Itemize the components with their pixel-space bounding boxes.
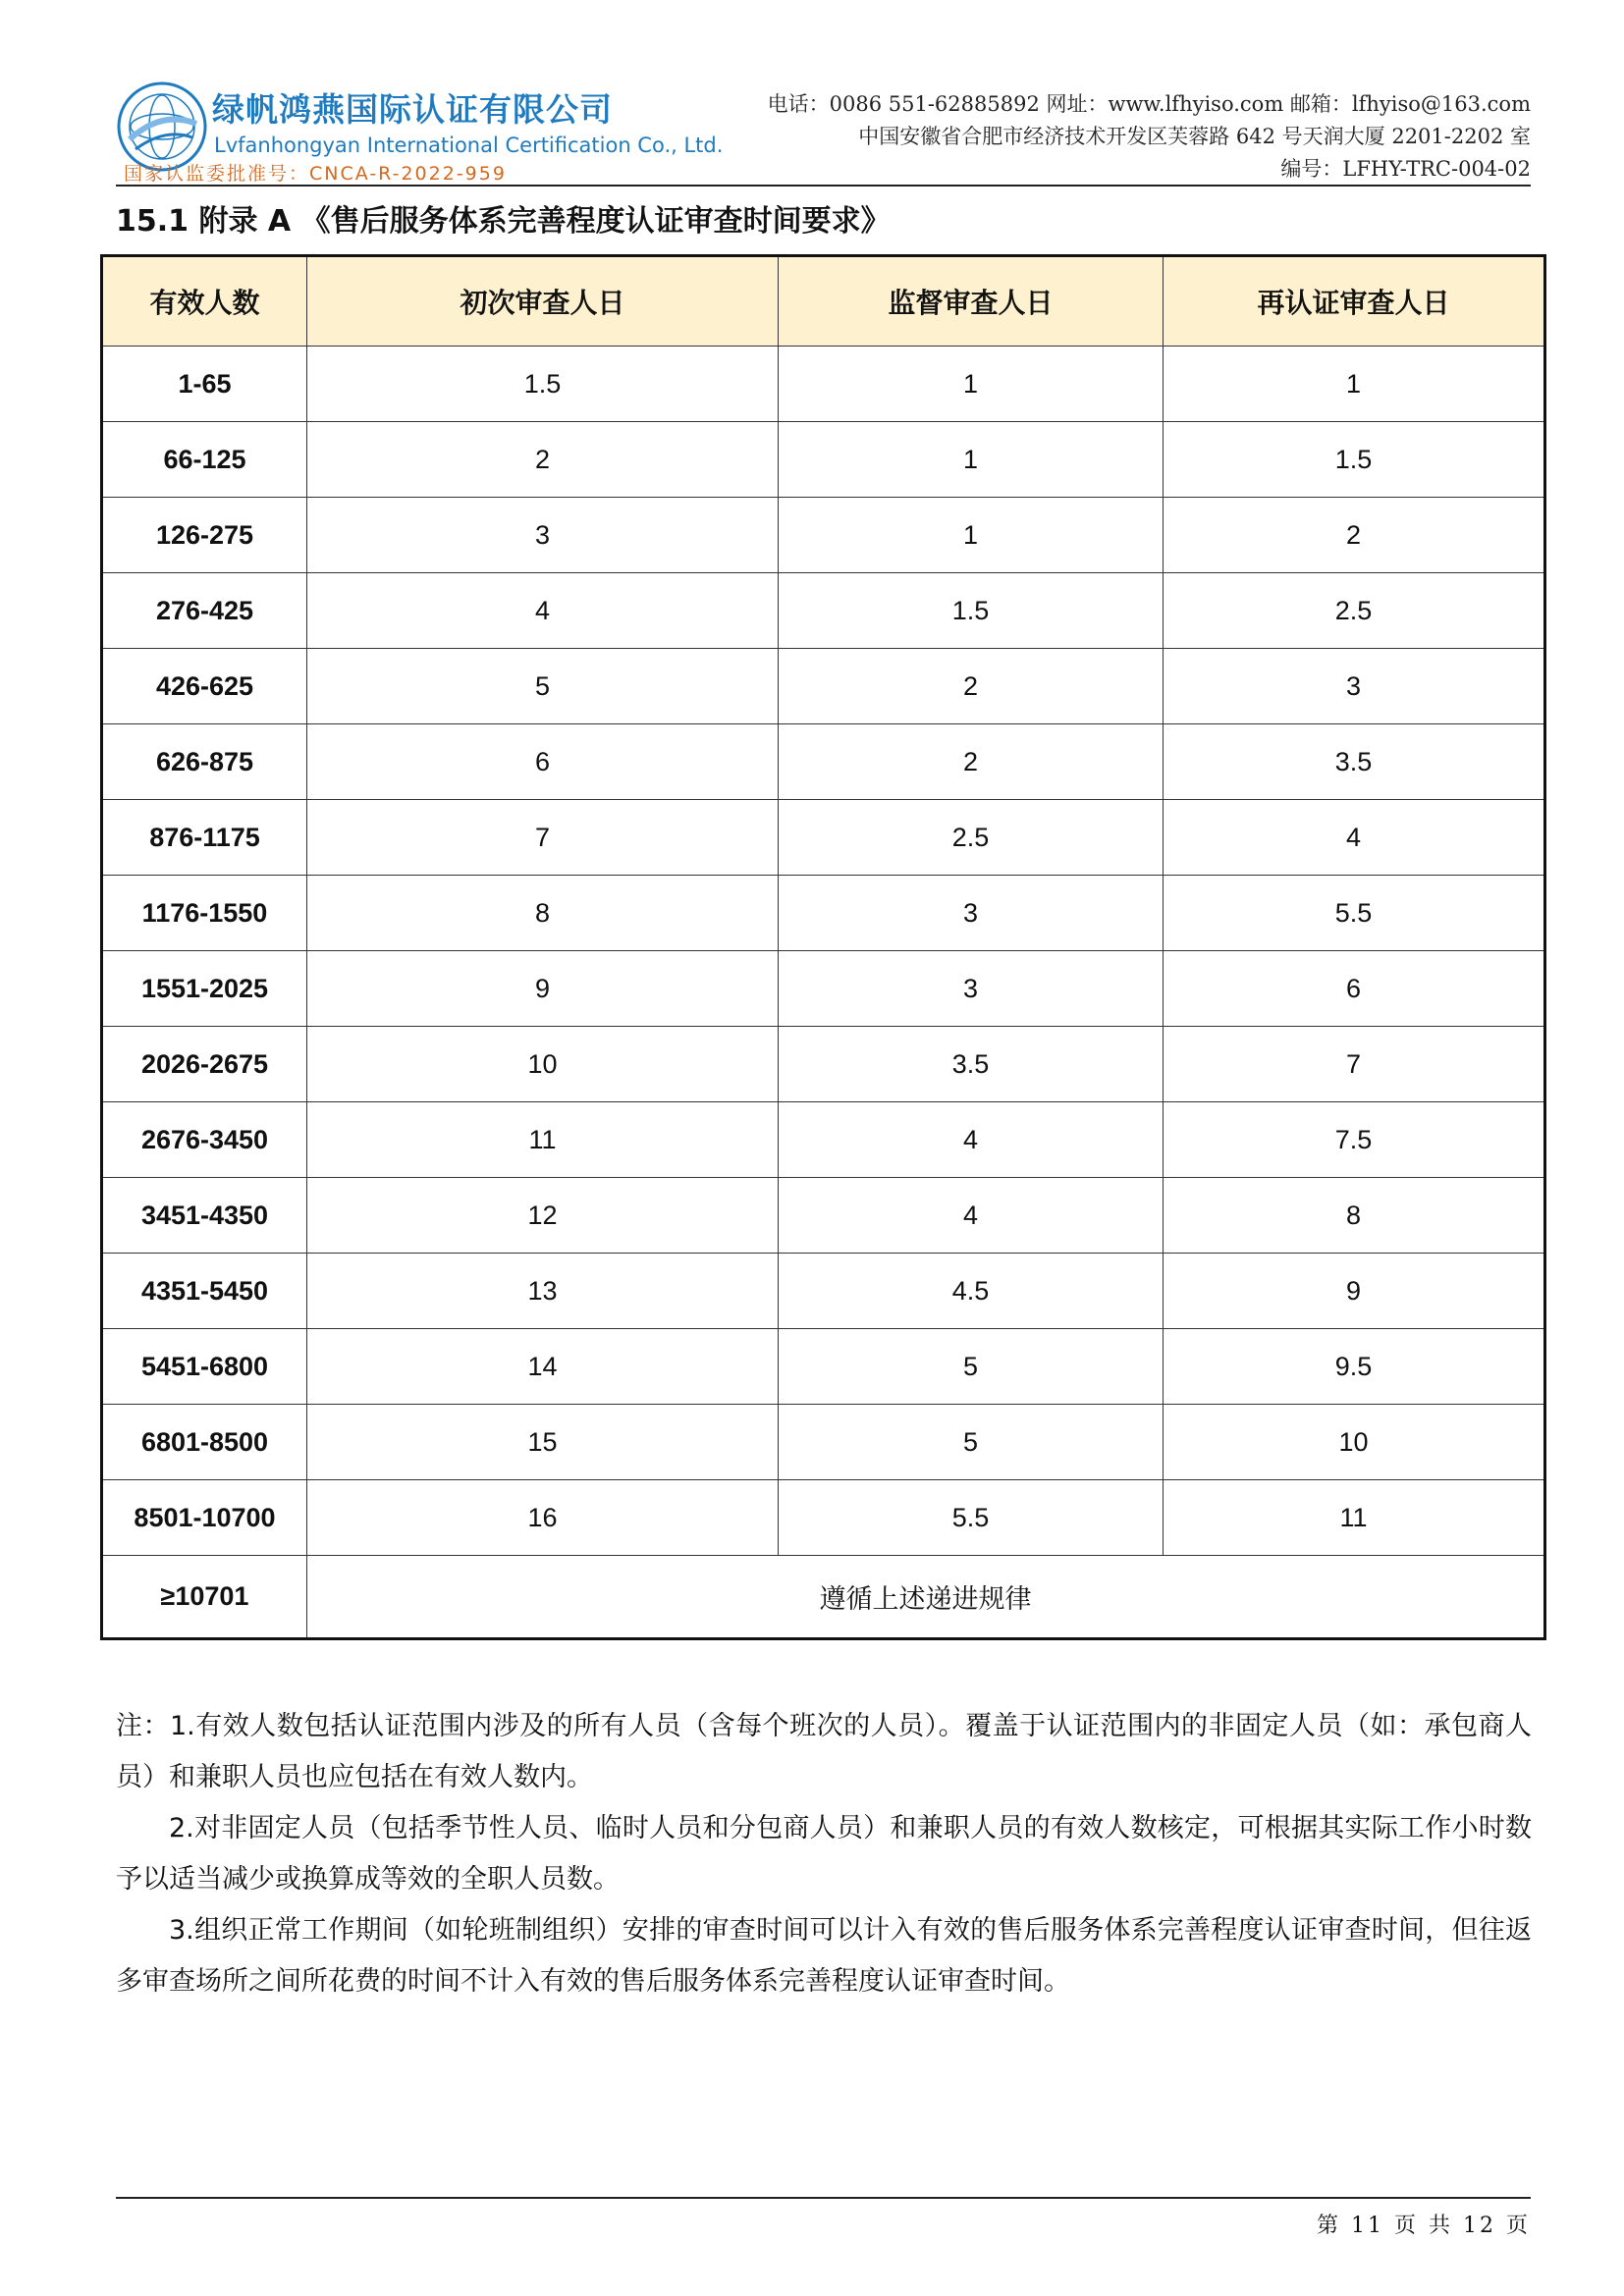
surveillance-audit-days-cell: 2: [779, 649, 1164, 724]
initial-audit-days-cell: 15: [307, 1405, 779, 1480]
initial-audit-days-cell: 16: [307, 1480, 779, 1556]
recertification-audit-days-cell: 4: [1164, 800, 1545, 876]
company-name-cn: 绿帆鸿燕国际认证有限公司: [212, 90, 613, 129]
surveillance-audit-days-cell: 3: [779, 876, 1164, 951]
column-header: 初次审查人日: [307, 256, 779, 347]
table-row: [102, 1329, 1545, 1405]
table-row: [102, 724, 1545, 800]
note-3: 3.组织正常工作期间（如轮班制组织）安排的审查时间可以计入有效的售后服务体系完善程度认证审查时间，但往返多审查场所之间所花费的时间不计入有效的售后服务体系完善程度认证审查时间。: [116, 1915, 1532, 1997]
recertification-audit-days-cell: 3.5: [1164, 724, 1545, 800]
recertification-audit-days-cell: 1.5: [1164, 422, 1545, 498]
recertification-audit-days-cell: 5.5: [1164, 876, 1545, 951]
headcount-range-cell: 3451-4350: [102, 1178, 307, 1254]
headcount-range-cell: 8501-10700: [102, 1480, 307, 1556]
surveillance-audit-days-cell: 4.5: [779, 1254, 1164, 1329]
audit-time-table: [100, 254, 1546, 1640]
initial-audit-days-cell: 11: [307, 1102, 779, 1178]
headcount-range-cell: 1-65: [102, 347, 307, 422]
table-row: [102, 573, 1545, 649]
headcount-range-cell: 876-1175: [102, 800, 307, 876]
recertification-audit-days-cell: 8: [1164, 1178, 1545, 1254]
headcount-range-cell: 426-625: [102, 649, 307, 724]
page-header: [116, 71, 1531, 187]
initial-audit-days-cell: 10: [307, 1027, 779, 1102]
table-row: [102, 1254, 1545, 1329]
column-header: 再认证审查人日: [1164, 256, 1545, 347]
recertification-audit-days-cell: 10: [1164, 1405, 1545, 1480]
table-row: [102, 1178, 1545, 1254]
page-footer: [116, 2197, 1531, 2238]
note-1: 注：1.有效人数包括认证范围内涉及的所有人员（含每个班次的人员）。覆盖于认证范围内的非固定人员（如：承包商人员）和兼职人员也应包括在有效人数内。: [116, 1711, 1532, 1792]
note-2: 2.对非固定人员（包括季节性人员、临时人员和分包商人员）和兼职人员的有效人数核定，可根据其实际工作小时数予以适当减少或换算成等效的全职人员数。: [116, 1813, 1532, 1895]
headcount-range-cell: 4351-5450: [102, 1254, 307, 1329]
recertification-audit-days-cell: 6: [1164, 951, 1545, 1027]
headcount-range-cell: 126-275: [102, 498, 307, 573]
headcount-range-cell: 6801-8500: [102, 1405, 307, 1480]
column-header: 监督审查人日: [779, 256, 1164, 347]
address-line: 中国安徽省合肥市经济技术开发区芙蓉路 642 号天润大厦 2201-2202 室: [858, 125, 1531, 148]
surveillance-audit-days-cell: 5: [779, 1405, 1164, 1480]
contact-line: 电话：0086 551-62885892 网址：www.lfhyiso.com 邮箱：lfhyiso@163.com: [767, 92, 1531, 116]
table-header-row: [102, 256, 1545, 347]
document-number: 编号：LFHY-TRC-004-02: [1280, 157, 1531, 181]
table-row: [102, 1027, 1545, 1102]
table-row: [102, 876, 1545, 951]
recertification-audit-days-cell: 3: [1164, 649, 1545, 724]
headcount-range-cell: 2676-3450: [102, 1102, 307, 1178]
company-name-en: Lvfanhongyan International Certification Co., Ltd.: [214, 133, 724, 157]
surveillance-audit-days-cell: 2.5: [779, 800, 1164, 876]
recertification-audit-days-cell: 2.5: [1164, 573, 1545, 649]
initial-audit-days-cell: 13: [307, 1254, 779, 1329]
headcount-range-cell: 276-425: [102, 573, 307, 649]
initial-audit-days-cell: 12: [307, 1178, 779, 1254]
page-number: 第 11 页 共 12 页: [1317, 2214, 1531, 2238]
headcount-range-cell: 5451-6800: [102, 1329, 307, 1405]
initial-audit-days-cell: 9: [307, 951, 779, 1027]
initial-audit-days-cell: 4: [307, 573, 779, 649]
recertification-audit-days-cell: 9.5: [1164, 1329, 1545, 1405]
table-row: [102, 498, 1545, 573]
initial-audit-days-cell: 7: [307, 800, 779, 876]
surveillance-audit-days-cell: 5.5: [779, 1480, 1164, 1556]
surveillance-audit-days-cell: 1: [779, 347, 1164, 422]
column-header: 有效人数: [102, 256, 307, 347]
table-row: [102, 951, 1545, 1027]
table-row: [102, 1405, 1545, 1480]
table-row: [102, 649, 1545, 724]
notes-section: [116, 1701, 1532, 2007]
headcount-range-cell: 66-125: [102, 422, 307, 498]
surveillance-audit-days-cell: 1: [779, 422, 1164, 498]
table-row: [102, 422, 1545, 498]
initial-audit-days-cell: 6: [307, 724, 779, 800]
surveillance-audit-days-cell: 4: [779, 1178, 1164, 1254]
surveillance-audit-days-cell: 1.5: [779, 573, 1164, 649]
recertification-audit-days-cell: 2: [1164, 498, 1545, 573]
surveillance-audit-days-cell: 4: [779, 1102, 1164, 1178]
surveillance-audit-days-cell: 3.5: [779, 1027, 1164, 1102]
initial-audit-days-cell: 1.5: [307, 347, 779, 422]
surveillance-audit-days-cell: 1: [779, 498, 1164, 573]
headcount-range-cell: 2026-2675: [102, 1027, 307, 1102]
approval-number: 国家认监委批准号：CNCA-R-2022-959: [124, 163, 507, 185]
initial-audit-days-cell: 8: [307, 876, 779, 951]
surveillance-audit-days-cell: 2: [779, 724, 1164, 800]
contact-info: [768, 88, 1531, 186]
surveillance-audit-days-cell: 3: [779, 951, 1164, 1027]
section-title: 15.1 附录 A 《售后服务体系完善程度认证审查时间要求》: [116, 204, 891, 239]
initial-audit-days-cell: 3: [307, 498, 779, 573]
table-row: [102, 1102, 1545, 1178]
headcount-range-cell: ≥10701: [102, 1556, 307, 1639]
table-row: [102, 1556, 1545, 1639]
table-row: [102, 1480, 1545, 1556]
headcount-range-cell: 1176-1550: [102, 876, 307, 951]
initial-audit-days-cell: 14: [307, 1329, 779, 1405]
headcount-range-cell: 1551-2025: [102, 951, 307, 1027]
table-row: [102, 347, 1545, 422]
initial-audit-days-cell: 2: [307, 422, 779, 498]
recertification-audit-days-cell: 11: [1164, 1480, 1545, 1556]
recertification-audit-days-cell: 7: [1164, 1027, 1545, 1102]
recertification-audit-days-cell: 1: [1164, 347, 1545, 422]
table-row: [102, 800, 1545, 876]
surveillance-audit-days-cell: 5: [779, 1329, 1164, 1405]
recertification-audit-days-cell: 9: [1164, 1254, 1545, 1329]
recertification-audit-days-cell: 7.5: [1164, 1102, 1545, 1178]
initial-audit-days-cell: 5: [307, 649, 779, 724]
rule-text-cell: 遵循上述递进规律: [307, 1556, 1545, 1639]
headcount-range-cell: 626-875: [102, 724, 307, 800]
